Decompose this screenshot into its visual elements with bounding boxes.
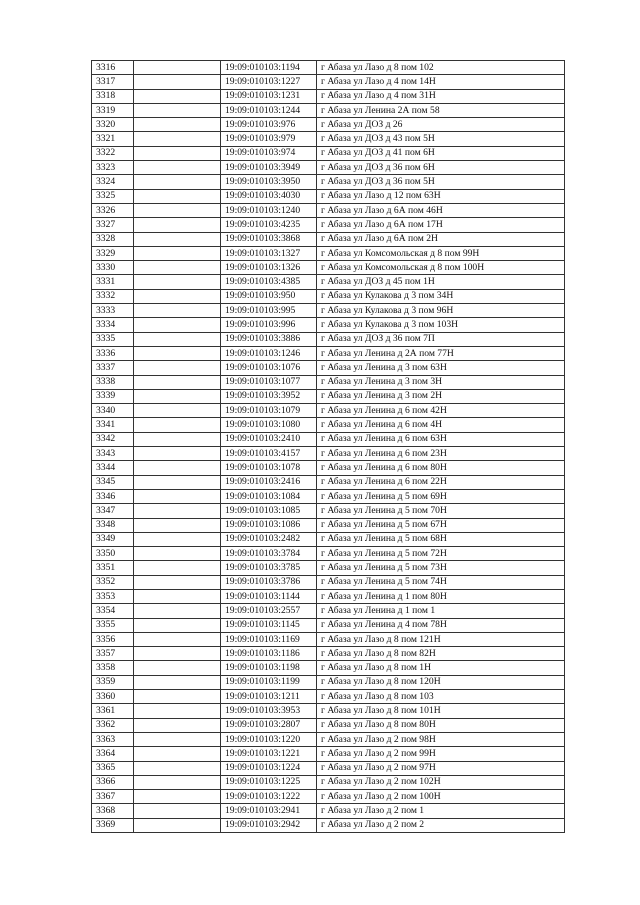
cadastral-number: 19:09:010103:1077 bbox=[221, 375, 317, 389]
address: г Абаза ул ДОЗ д 26 bbox=[317, 118, 565, 132]
empty-cell bbox=[134, 632, 221, 646]
empty-cell bbox=[134, 146, 221, 160]
property-register-table bbox=[91, 60, 565, 833]
cadastral-number: 19:09:010103:1199 bbox=[221, 675, 317, 689]
address: г Абаза ул Ленина д 6 пом 23Н bbox=[317, 447, 565, 461]
address: г Абаза ул ДОЗ д 45 пом 1Н bbox=[317, 275, 565, 289]
table-row bbox=[92, 289, 565, 303]
row-number: 3356 bbox=[92, 632, 134, 646]
address: г Абаза ул Ленина д 5 пом 67Н bbox=[317, 518, 565, 532]
row-number: 3347 bbox=[92, 504, 134, 518]
row-number: 3349 bbox=[92, 532, 134, 546]
address: г Абаза ул Кулакова д 3 пом 34Н bbox=[317, 289, 565, 303]
empty-cell bbox=[134, 732, 221, 746]
address: г Абаза ул Ленина д 3 пом 63Н bbox=[317, 361, 565, 375]
cadastral-number: 19:09:010103:976 bbox=[221, 118, 317, 132]
cadastral-number: 19:09:010103:1186 bbox=[221, 647, 317, 661]
address: г Абаза ул ДОЗ д 43 пом 5Н bbox=[317, 132, 565, 146]
table-row bbox=[92, 532, 565, 546]
empty-cell bbox=[134, 461, 221, 475]
row-number: 3351 bbox=[92, 561, 134, 575]
cadastral-number: 19:09:010103:3952 bbox=[221, 389, 317, 403]
table-row bbox=[92, 375, 565, 389]
address: г Абаза ул Ленина д 6 пом 42Н bbox=[317, 404, 565, 418]
table-row bbox=[92, 361, 565, 375]
table-row bbox=[92, 589, 565, 603]
table-row bbox=[92, 189, 565, 203]
address: г Абаза ул Лазо д 6А пом 46Н bbox=[317, 203, 565, 217]
row-number: 3369 bbox=[92, 818, 134, 832]
table-row bbox=[92, 790, 565, 804]
row-number: 3348 bbox=[92, 518, 134, 532]
address: г Абаза ул Лазо д 8 пом 1Н bbox=[317, 661, 565, 675]
empty-cell bbox=[134, 161, 221, 175]
row-number: 3338 bbox=[92, 375, 134, 389]
row-number: 3324 bbox=[92, 175, 134, 189]
address: г Абаза ул Кулакова д 3 пом 103Н bbox=[317, 318, 565, 332]
address: г Абаза ул ДОЗ д 36 пом 6Н bbox=[317, 161, 565, 175]
cadastral-number: 19:09:010103:995 bbox=[221, 304, 317, 318]
empty-cell bbox=[134, 189, 221, 203]
cadastral-number: 19:09:010103:1079 bbox=[221, 404, 317, 418]
empty-cell bbox=[134, 346, 221, 360]
empty-cell bbox=[134, 218, 221, 232]
cadastral-number: 19:09:010103:4030 bbox=[221, 189, 317, 203]
table-row bbox=[92, 675, 565, 689]
row-number: 3319 bbox=[92, 103, 134, 117]
row-number: 3359 bbox=[92, 675, 134, 689]
cadastral-number: 19:09:010103:1220 bbox=[221, 732, 317, 746]
empty-cell bbox=[134, 661, 221, 675]
table-row bbox=[92, 661, 565, 675]
cadastral-number: 19:09:010103:1080 bbox=[221, 418, 317, 432]
row-number: 3327 bbox=[92, 218, 134, 232]
row-number: 3353 bbox=[92, 589, 134, 603]
empty-cell bbox=[134, 132, 221, 146]
row-number: 3341 bbox=[92, 418, 134, 432]
empty-cell bbox=[134, 447, 221, 461]
row-number: 3336 bbox=[92, 346, 134, 360]
row-number: 3368 bbox=[92, 804, 134, 818]
empty-cell bbox=[134, 404, 221, 418]
row-number: 3367 bbox=[92, 790, 134, 804]
table-row bbox=[92, 818, 565, 832]
row-number: 3363 bbox=[92, 732, 134, 746]
empty-cell bbox=[134, 647, 221, 661]
row-number: 3352 bbox=[92, 575, 134, 589]
row-number: 3354 bbox=[92, 604, 134, 618]
cadastral-number: 19:09:010103:1076 bbox=[221, 361, 317, 375]
row-number: 3344 bbox=[92, 461, 134, 475]
address: г Абаза ул Лазо д 8 пом 80Н bbox=[317, 718, 565, 732]
table-row bbox=[92, 718, 565, 732]
row-number: 3325 bbox=[92, 189, 134, 203]
empty-cell bbox=[134, 232, 221, 246]
table-row bbox=[92, 604, 565, 618]
address: г Абаза ул Ленина д 5 пом 72Н bbox=[317, 547, 565, 561]
table-row bbox=[92, 418, 565, 432]
row-number: 3358 bbox=[92, 661, 134, 675]
row-number: 3342 bbox=[92, 432, 134, 446]
address: г Абаза ул Ленина д 6 пом 22Н bbox=[317, 475, 565, 489]
table-row bbox=[92, 103, 565, 117]
address: г Абаза ул Лазо д 2 пом 100Н bbox=[317, 790, 565, 804]
cadastral-number: 19:09:010103:1084 bbox=[221, 489, 317, 503]
table-row bbox=[92, 346, 565, 360]
cadastral-number: 19:09:010103:2941 bbox=[221, 804, 317, 818]
table-row bbox=[92, 203, 565, 217]
table-row bbox=[92, 618, 565, 632]
empty-cell bbox=[134, 589, 221, 603]
table-row bbox=[92, 690, 565, 704]
table-row bbox=[92, 146, 565, 160]
cadastral-number: 19:09:010103:4157 bbox=[221, 447, 317, 461]
row-number: 3337 bbox=[92, 361, 134, 375]
table-row bbox=[92, 761, 565, 775]
cadastral-number: 19:09:010103:2807 bbox=[221, 718, 317, 732]
cadastral-number: 19:09:010103:2942 bbox=[221, 818, 317, 832]
empty-cell bbox=[134, 418, 221, 432]
row-number: 3329 bbox=[92, 246, 134, 260]
empty-cell bbox=[134, 775, 221, 789]
empty-cell bbox=[134, 489, 221, 503]
address: г Абаза ул Лазо д 2 пом 97Н bbox=[317, 761, 565, 775]
address: г Абаза ул Лазо д 4 пом 31Н bbox=[317, 89, 565, 103]
address: г Абаза ул Ленина 2А пом 58 bbox=[317, 103, 565, 117]
address: г Абаза ул Лазо д 2 пом 102Н bbox=[317, 775, 565, 789]
cadastral-number: 19:09:010103:979 bbox=[221, 132, 317, 146]
address: г Абаза ул ДОЗ д 36 пом 5Н bbox=[317, 175, 565, 189]
table-row bbox=[92, 246, 565, 260]
cadastral-number: 19:09:010103:1327 bbox=[221, 246, 317, 260]
cadastral-number: 19:09:010103:1169 bbox=[221, 632, 317, 646]
cadastral-number: 19:09:010103:2416 bbox=[221, 475, 317, 489]
address: г Абаза ул Лазо д 2 пом 98Н bbox=[317, 732, 565, 746]
row-number: 3318 bbox=[92, 89, 134, 103]
cadastral-number: 19:09:010103:1244 bbox=[221, 103, 317, 117]
empty-cell bbox=[134, 389, 221, 403]
address: г Абаза ул Ленина д 1 пом 80Н bbox=[317, 589, 565, 603]
address: г Абаза ул Лазо д 2 пом 1 bbox=[317, 804, 565, 818]
row-number: 3335 bbox=[92, 332, 134, 346]
cadastral-number: 19:09:010103:996 bbox=[221, 318, 317, 332]
table-row bbox=[92, 332, 565, 346]
table-row bbox=[92, 304, 565, 318]
cadastral-number: 19:09:010103:2482 bbox=[221, 532, 317, 546]
row-number: 3346 bbox=[92, 489, 134, 503]
empty-cell bbox=[134, 275, 221, 289]
cadastral-number: 19:09:010103:1211 bbox=[221, 690, 317, 704]
cadastral-number: 19:09:010103:3953 bbox=[221, 704, 317, 718]
address: г Абаза ул Лазо д 8 пом 120Н bbox=[317, 675, 565, 689]
table-row bbox=[92, 732, 565, 746]
empty-cell bbox=[134, 432, 221, 446]
table-row bbox=[92, 775, 565, 789]
empty-cell bbox=[134, 175, 221, 189]
table-row bbox=[92, 432, 565, 446]
row-number: 3328 bbox=[92, 232, 134, 246]
address: г Абаза ул Ленина д 2А пом 77Н bbox=[317, 346, 565, 360]
cadastral-number: 19:09:010103:1198 bbox=[221, 661, 317, 675]
address: г Абаза ул Ленина д 1 пом 1 bbox=[317, 604, 565, 618]
address: г Абаза ул Лазо д 6А пом 17Н bbox=[317, 218, 565, 232]
empty-cell bbox=[134, 203, 221, 217]
row-number: 3339 bbox=[92, 389, 134, 403]
empty-cell bbox=[134, 103, 221, 117]
empty-cell bbox=[134, 261, 221, 275]
empty-cell bbox=[134, 318, 221, 332]
address: г Абаза ул Ленина д 5 пом 69Н bbox=[317, 489, 565, 503]
empty-cell bbox=[134, 790, 221, 804]
empty-cell bbox=[134, 361, 221, 375]
cadastral-number: 19:09:010103:1085 bbox=[221, 504, 317, 518]
cadastral-number: 19:09:010103:1246 bbox=[221, 346, 317, 360]
table-row bbox=[92, 218, 565, 232]
address: г Абаза ул Ленина д 6 пом 63Н bbox=[317, 432, 565, 446]
row-number: 3334 bbox=[92, 318, 134, 332]
row-number: 3362 bbox=[92, 718, 134, 732]
table-row bbox=[92, 475, 565, 489]
empty-cell bbox=[134, 532, 221, 546]
table-row bbox=[92, 75, 565, 89]
cadastral-number: 19:09:010103:1231 bbox=[221, 89, 317, 103]
empty-cell bbox=[134, 704, 221, 718]
row-number: 3343 bbox=[92, 447, 134, 461]
cadastral-number: 19:09:010103:1086 bbox=[221, 518, 317, 532]
row-number: 3355 bbox=[92, 618, 134, 632]
address: г Абаза ул Ленина д 4 пом 78Н bbox=[317, 618, 565, 632]
cadastral-number: 19:09:010103:1194 bbox=[221, 61, 317, 75]
row-number: 3326 bbox=[92, 203, 134, 217]
table-row bbox=[92, 804, 565, 818]
row-number: 3323 bbox=[92, 161, 134, 175]
table-row bbox=[92, 318, 565, 332]
address: г Абаза ул Ленина д 3 пом 2Н bbox=[317, 389, 565, 403]
cadastral-number: 19:09:010103:974 bbox=[221, 146, 317, 160]
address: г Абаза ул Лазо д 8 пом 121Н bbox=[317, 632, 565, 646]
address: г Абаза ул Лазо д 6А пом 2Н bbox=[317, 232, 565, 246]
empty-cell bbox=[134, 118, 221, 132]
address: г Абаза ул ДОЗ д 36 пом 7П bbox=[317, 332, 565, 346]
cadastral-number: 19:09:010103:1240 bbox=[221, 203, 317, 217]
table-row bbox=[92, 261, 565, 275]
address: г Абаза ул Ленина д 3 пом 3Н bbox=[317, 375, 565, 389]
address: г Абаза ул Ленина д 6 пом 80Н bbox=[317, 461, 565, 475]
address: г Абаза ул Комсомольская д 8 пом 99Н bbox=[317, 246, 565, 260]
address: г Абаза ул Лазо д 4 пом 14Н bbox=[317, 75, 565, 89]
row-number: 3364 bbox=[92, 747, 134, 761]
address: г Абаза ул Лазо д 8 пом 82Н bbox=[317, 647, 565, 661]
address: г Абаза ул Комсомольская д 8 пом 100Н bbox=[317, 261, 565, 275]
cadastral-number: 19:09:010103:1326 bbox=[221, 261, 317, 275]
address: г Абаза ул Ленина д 5 пом 70Н bbox=[317, 504, 565, 518]
row-number: 3316 bbox=[92, 61, 134, 75]
empty-cell bbox=[134, 690, 221, 704]
empty-cell bbox=[134, 89, 221, 103]
cadastral-number: 19:09:010103:1225 bbox=[221, 775, 317, 789]
table-row bbox=[92, 575, 565, 589]
empty-cell bbox=[134, 747, 221, 761]
table-row bbox=[92, 489, 565, 503]
empty-cell bbox=[134, 304, 221, 318]
row-number: 3345 bbox=[92, 475, 134, 489]
row-number: 3357 bbox=[92, 647, 134, 661]
row-number: 3320 bbox=[92, 118, 134, 132]
empty-cell bbox=[134, 818, 221, 832]
row-number: 3350 bbox=[92, 547, 134, 561]
table-row bbox=[92, 89, 565, 103]
table-row bbox=[92, 404, 565, 418]
row-number: 3317 bbox=[92, 75, 134, 89]
row-number: 3322 bbox=[92, 146, 134, 160]
table-row bbox=[92, 461, 565, 475]
address: г Абаза ул Кулакова д 3 пом 96Н bbox=[317, 304, 565, 318]
table-row bbox=[92, 518, 565, 532]
address: г Абаза ул Лазо д 8 пом 102 bbox=[317, 61, 565, 75]
row-number: 3361 bbox=[92, 704, 134, 718]
cadastral-number: 19:09:010103:2410 bbox=[221, 432, 317, 446]
table-body bbox=[92, 61, 565, 833]
cadastral-number: 19:09:010103:3886 bbox=[221, 332, 317, 346]
table-row bbox=[92, 547, 565, 561]
cadastral-number: 19:09:010103:3784 bbox=[221, 547, 317, 561]
empty-cell bbox=[134, 604, 221, 618]
empty-cell bbox=[134, 675, 221, 689]
cadastral-number: 19:09:010103:1221 bbox=[221, 747, 317, 761]
row-number: 3366 bbox=[92, 775, 134, 789]
empty-cell bbox=[134, 718, 221, 732]
row-number: 3360 bbox=[92, 690, 134, 704]
address: г Абаза ул Лазо д 12 пом 63Н bbox=[317, 189, 565, 203]
cadastral-number: 19:09:010103:1227 bbox=[221, 75, 317, 89]
empty-cell bbox=[134, 504, 221, 518]
table-row bbox=[92, 632, 565, 646]
table-row bbox=[92, 132, 565, 146]
row-number: 3333 bbox=[92, 304, 134, 318]
cadastral-number: 19:09:010103:3786 bbox=[221, 575, 317, 589]
cadastral-number: 19:09:010103:3950 bbox=[221, 175, 317, 189]
row-number: 3330 bbox=[92, 261, 134, 275]
cadastral-number: 19:09:010103:3868 bbox=[221, 232, 317, 246]
table-row bbox=[92, 447, 565, 461]
cadastral-number: 19:09:010103:1222 bbox=[221, 790, 317, 804]
table-row bbox=[92, 161, 565, 175]
cadastral-number: 19:09:010103:1144 bbox=[221, 589, 317, 603]
address: г Абаза ул Ленина д 5 пом 73Н bbox=[317, 561, 565, 575]
empty-cell bbox=[134, 575, 221, 589]
address: г Абаза ул Ленина д 5 пом 74Н bbox=[317, 575, 565, 589]
empty-cell bbox=[134, 518, 221, 532]
cadastral-number: 19:09:010103:4235 bbox=[221, 218, 317, 232]
cadastral-number: 19:09:010103:1145 bbox=[221, 618, 317, 632]
address: г Абаза ул Лазо д 8 пом 103 bbox=[317, 690, 565, 704]
cadastral-number: 19:09:010103:2557 bbox=[221, 604, 317, 618]
address: г Абаза ул Лазо д 2 пом 2 bbox=[317, 818, 565, 832]
row-number: 3340 bbox=[92, 404, 134, 418]
empty-cell bbox=[134, 289, 221, 303]
table-row bbox=[92, 275, 565, 289]
address: г Абаза ул Лазо д 2 пом 99Н bbox=[317, 747, 565, 761]
address: г Абаза ул Ленина д 6 пом 4Н bbox=[317, 418, 565, 432]
table-row bbox=[92, 118, 565, 132]
empty-cell bbox=[134, 475, 221, 489]
cadastral-number: 19:09:010103:1224 bbox=[221, 761, 317, 775]
empty-cell bbox=[134, 804, 221, 818]
table-row bbox=[92, 232, 565, 246]
table-row bbox=[92, 175, 565, 189]
cadastral-number: 19:09:010103:3785 bbox=[221, 561, 317, 575]
table-row bbox=[92, 61, 565, 75]
row-number: 3331 bbox=[92, 275, 134, 289]
empty-cell bbox=[134, 761, 221, 775]
table-row bbox=[92, 561, 565, 575]
table-row bbox=[92, 704, 565, 718]
empty-cell bbox=[134, 375, 221, 389]
address: г Абаза ул ДОЗ д 41 пом 6Н bbox=[317, 146, 565, 160]
empty-cell bbox=[134, 547, 221, 561]
row-number: 3321 bbox=[92, 132, 134, 146]
address: г Абаза ул Лазо д 8 пом 101Н bbox=[317, 704, 565, 718]
row-number: 3365 bbox=[92, 761, 134, 775]
row-number: 3332 bbox=[92, 289, 134, 303]
address: г Абаза ул Ленина д 5 пом 68Н bbox=[317, 532, 565, 546]
table-row bbox=[92, 747, 565, 761]
cadastral-number: 19:09:010103:3949 bbox=[221, 161, 317, 175]
empty-cell bbox=[134, 618, 221, 632]
cadastral-number: 19:09:010103:4385 bbox=[221, 275, 317, 289]
table-row bbox=[92, 504, 565, 518]
cadastral-number: 19:09:010103:1078 bbox=[221, 461, 317, 475]
cadastral-number: 19:09:010103:950 bbox=[221, 289, 317, 303]
table-row bbox=[92, 389, 565, 403]
empty-cell bbox=[134, 561, 221, 575]
empty-cell bbox=[134, 61, 221, 75]
empty-cell bbox=[134, 75, 221, 89]
empty-cell bbox=[134, 246, 221, 260]
table-row bbox=[92, 647, 565, 661]
empty-cell bbox=[134, 332, 221, 346]
